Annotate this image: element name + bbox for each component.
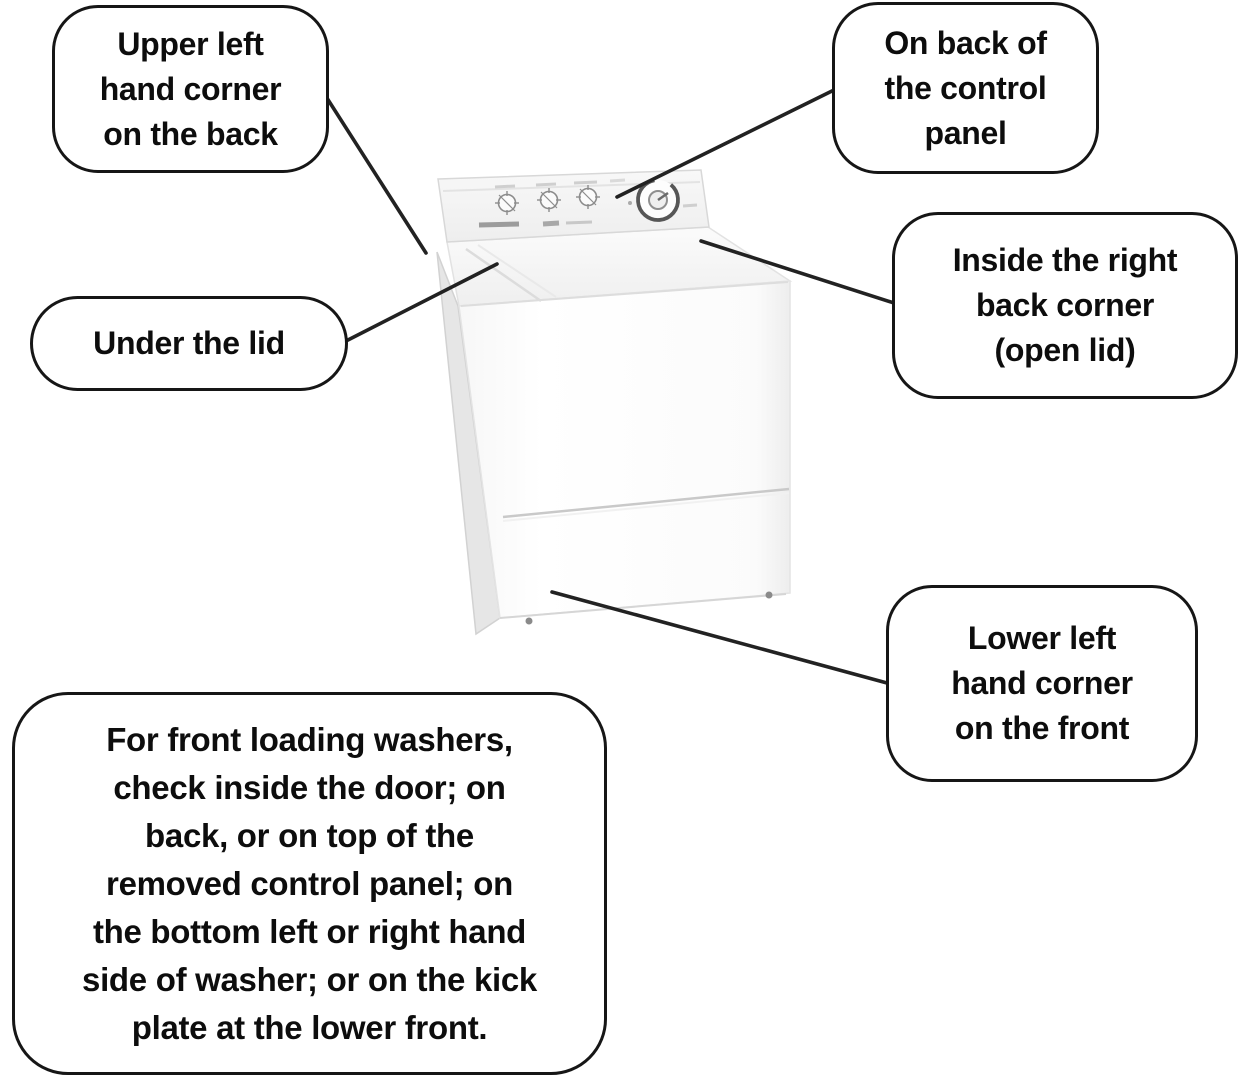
callout-line: Under the lid bbox=[93, 325, 285, 361]
callout-right-back-corner bbox=[892, 212, 1238, 399]
callout-line: Inside the right bbox=[952, 242, 1178, 278]
callout-control-panel-back bbox=[832, 2, 1099, 174]
callout-lower-front bbox=[886, 585, 1198, 782]
callout-line: the control bbox=[884, 69, 1047, 106]
leader-line-lower-front bbox=[552, 592, 887, 683]
callout-line: Upper left bbox=[117, 25, 264, 62]
callout-under-lid bbox=[30, 296, 348, 391]
callout-upper-back bbox=[52, 5, 329, 173]
callout-line: (open lid) bbox=[994, 332, 1136, 368]
callout-line: the bottom left or right hand bbox=[92, 912, 527, 950]
callout-line: on the front bbox=[954, 710, 1130, 746]
callout-line: For front loading washers, bbox=[106, 720, 513, 758]
leader-line-control-panel-back bbox=[617, 90, 834, 197]
callout-line: side of washer; or on the kick bbox=[82, 960, 537, 998]
callout-line: back, or on top of the bbox=[145, 816, 474, 854]
callout-line: on the back bbox=[103, 115, 278, 152]
callout-front-loading-note bbox=[12, 692, 607, 1075]
callout-line: panel bbox=[924, 114, 1007, 151]
callout-line: hand corner bbox=[99, 70, 282, 107]
callout-line: removed control panel; on bbox=[106, 864, 513, 902]
leader-line-upper-back bbox=[325, 95, 426, 253]
callout-line: back corner bbox=[975, 287, 1155, 323]
callout-line: On back of bbox=[884, 24, 1047, 61]
washer-cabinet-front bbox=[459, 281, 790, 618]
callout-line: Lower left bbox=[967, 620, 1117, 656]
callout-line: hand corner bbox=[951, 665, 1133, 701]
leveling-foot bbox=[526, 618, 533, 625]
leveling-foot bbox=[766, 592, 773, 599]
washer-body bbox=[437, 170, 790, 634]
callout-line: plate at the lower front. bbox=[131, 1008, 488, 1046]
callout-line: check inside the door; on bbox=[113, 768, 506, 806]
